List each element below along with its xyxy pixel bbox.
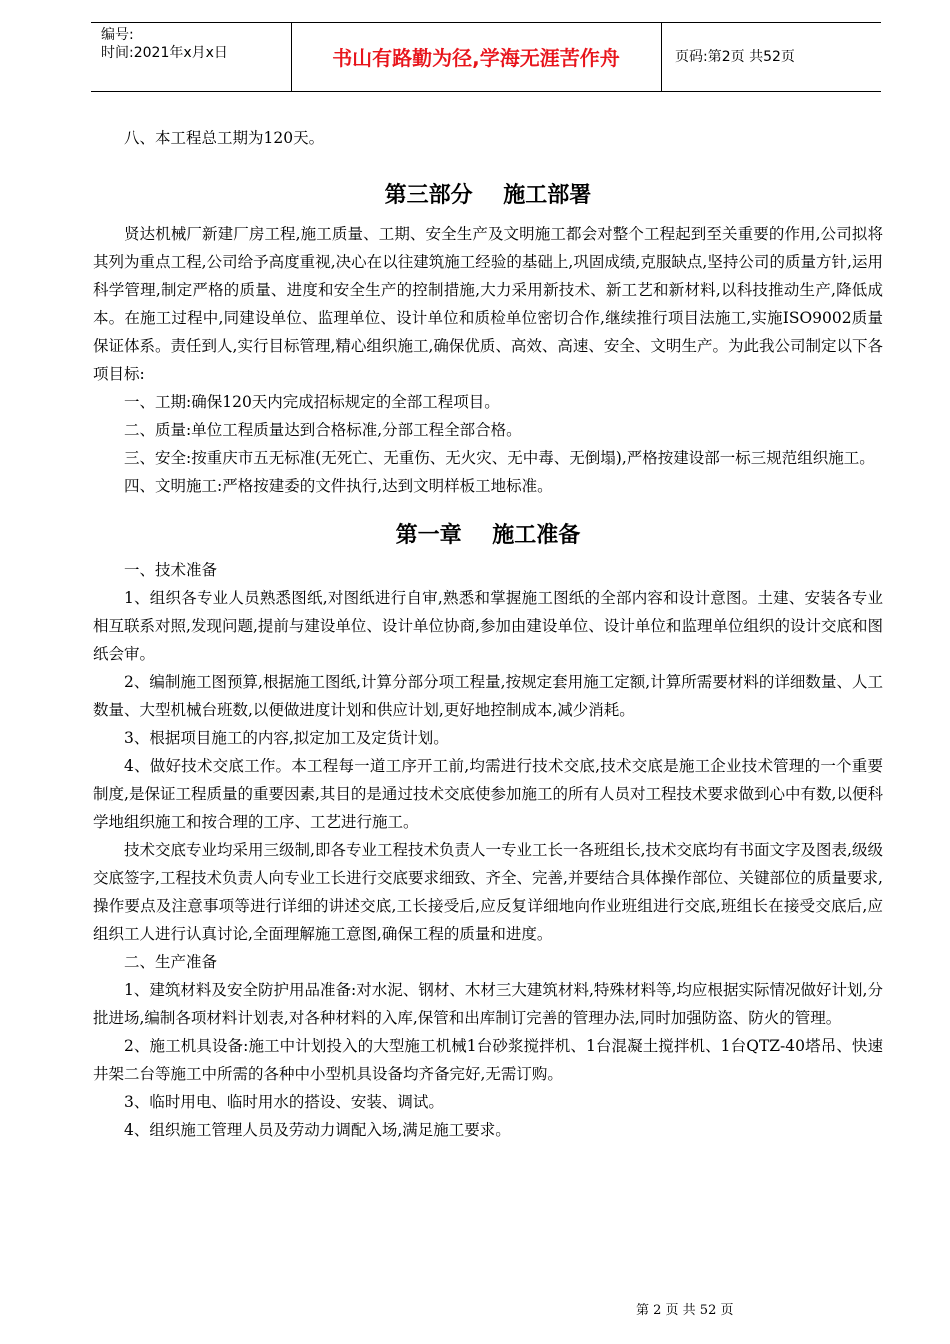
production-item-4: 4、组织施工管理人员及劳动力调配入场,满足施工要求。 bbox=[124, 1121, 511, 1139]
technical-item-4: 4、做好技术交底工作。本工程每一道工序开工前,均需进行技术交底,技术交底是施工企业技术管理的一个重要制度,是保证工程质量的重要因素,其目的是通过技术交底使参加施工的所有人员对工程技术要求做到心中有数,以便科学地组织施工和按合理的工序、工艺进行施工。 bbox=[93, 757, 883, 831]
document-body bbox=[93, 124, 883, 1144]
paragraph-intro: 贤达机械厂新建厂房工程,施工质量、工期、安全生产及文明施工都会对整个工程起到至关重要的作用,公司拟将其列为重点工程,公司给予高度重视,决心在以往建筑施工经验的基础上,巩固成绩,克服缺点,坚持公司的质量方针,运用科学管理,制定严格的质量、进度和安全生产的控制措施,大力采用新技术、新工艺和新材料,以科技推动生产,降低成本。在施工过程中,同建设单位、监理单位、设计单位和质检单位密切合作,继续推行项目法施工,实施ISO9002质量保证体系。责任到人,实行目标管理,精心组织施工,确保优质、高效、高速、安全、文明生产。为此我公司制定以下各项目标: bbox=[93, 225, 883, 383]
chapter-title: 第一章 施工准备 bbox=[395, 523, 581, 548]
production-item-2: 2、施工机具设备:施工中计划投入的大型施工机械1台砂浆搅拌机、1台混凝土搅拌机、1台QTZ-40塔吊、快速井架二台等施工中所需的各种中小型机具设备均齐备完好,无需订购。 bbox=[93, 1037, 883, 1083]
paragraph-duration: 八、本工程总工期为120天。 bbox=[124, 129, 325, 147]
goal-civilized-construction: 四、文明施工:严格按建委的文件执行,达到文明样板工地标准。 bbox=[124, 477, 553, 495]
production-item-1: 1、建筑材料及安全防护用品准备:对水泥、钢材、木材三大建筑材料,特殊材料等,均应根据实际情况做好计划,分批进场,编制各项材料计划表,对各种材料的入库,保管和出库制订完善的管理办法,同时加强防盗、防火的管理。 bbox=[93, 981, 883, 1027]
technical-item-2: 2、编制施工图预算,根据施工图纸,计算分部分项工程量,按规定套用施工定额,计算所需要材料的详细数量、人工数量、大型机械台班数,以便做进度计划和供应计划,更好地控制成本,减少消耗。 bbox=[93, 673, 883, 719]
page-header bbox=[91, 22, 881, 92]
goal-safety: 三、安全:按重庆市五无标准(无死亡、无重伤、无火灾、无中毒、无倒塌),严格按建设部一标三规范组织施工。 bbox=[124, 449, 875, 467]
production-item-3: 3、临时用电、临时用水的搭设、安装、调试。 bbox=[124, 1093, 444, 1111]
header-divider-right bbox=[661, 23, 662, 91]
section-heading-technical: 一、技术准备 bbox=[124, 561, 218, 579]
part-title: 第三部分 施工部署 bbox=[384, 183, 592, 208]
document-code-label: 编号: bbox=[101, 27, 134, 43]
header-motto: 书山有路勤为径,学海无涯苦作舟 bbox=[332, 46, 620, 70]
goal-schedule: 一、工期:确保120天内完成招标规定的全部工程项目。 bbox=[124, 393, 500, 411]
technical-item-1: 1、组织各专业人员熟悉图纸,对图纸进行自审,熟悉和掌握施工图纸的全部内容和设计意图。土建、安装各专业相互联系对照,发现问题,提前与建设单位、设计单位协商,参加由建设单位、设计单位和监理单位组织的设计交底和图纸会审。 bbox=[93, 589, 883, 663]
page-footer-number: 第 2 页 共 52 页 bbox=[636, 1303, 734, 1318]
goal-quality: 二、质量:单位工程质量达到合格标准,分部工程全部合格。 bbox=[124, 421, 522, 439]
technical-item-3: 3、根据项目施工的内容,拟定加工及定货计划。 bbox=[124, 729, 449, 747]
section-heading-production: 二、生产准备 bbox=[124, 953, 218, 971]
header-page-label: 页码:第2页 共52页 bbox=[675, 49, 795, 65]
header-meta bbox=[101, 26, 228, 62]
technical-disclosure-paragraph: 技术交底专业均采用三级制,即各专业工程技术负责人一专业工长一各班组长,技术交底均有书面文字及图表,级级交底签字,工程技术负责人向专业工长进行交底要求细致、齐全、完善,并要结合具体操作部位、关键部位的质量要求,操作要点及注意事项等进行详细的讲述交底,工长接受后,应反复详细地向作业班组进行交底,班组长在接受交底后,应组织工人进行认真讨论,全面理解施工意图,确保工程的质量和进度。 bbox=[93, 841, 883, 943]
document-time-label: 时间:2021年x月x日 bbox=[101, 45, 228, 61]
